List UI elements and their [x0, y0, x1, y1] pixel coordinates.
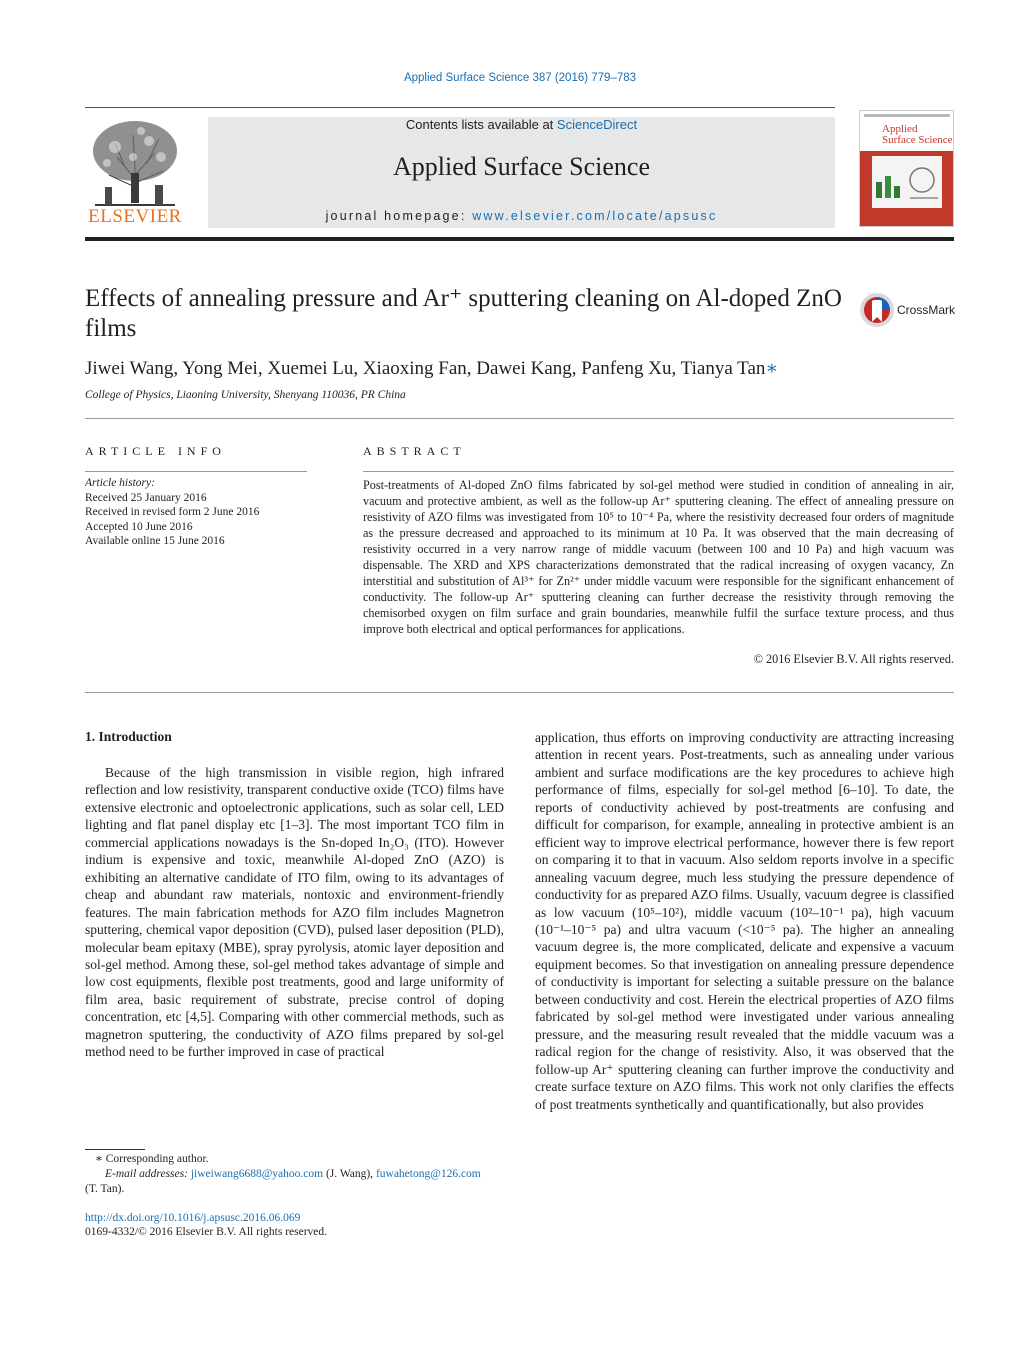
footnote-corresponding-text: Corresponding author. — [102, 1153, 209, 1165]
cover-top-strip — [864, 114, 950, 117]
cover-image — [872, 156, 942, 208]
email-owner-tan: (T. Tan). — [85, 1183, 125, 1195]
abstract-heading: ABSTRACT — [363, 444, 466, 458]
homepage-link[interactable]: www.elsevier.com/locate/apsusc — [472, 209, 718, 223]
footnote-emails — [85, 1167, 504, 1182]
sciencedirect-link[interactable]: ScienceDirect — [556, 117, 638, 132]
affiliation-rule — [85, 418, 954, 419]
contents-prefix: Contents lists available at — [405, 117, 557, 132]
cover-figure-icon — [872, 156, 942, 208]
email-label: E-mail addresses: — [105, 1168, 191, 1180]
email-link-wang[interactable]: jiweiwang6688@yahoo.com — [190, 1168, 324, 1180]
article-info-heading: ARTICLE INFO — [85, 444, 226, 458]
email-owner-wang: (J. Wang), — [323, 1168, 376, 1180]
journal-citation[interactable]: Applied Surface Science 387 (2016) 779–783 — [403, 72, 637, 84]
history-revised: Received in revised form 2 June 2016 — [85, 506, 260, 518]
homepage-line — [208, 209, 835, 223]
affiliation: College of Physics, Liaoning University, Shenyang 110036, PR China — [85, 389, 406, 401]
journal-title: Applied Surface Science — [392, 152, 650, 181]
article-history — [85, 476, 307, 549]
abstract-rule — [363, 471, 954, 472]
footnote-corresponding — [85, 1152, 504, 1167]
header-thick-rule — [85, 237, 954, 241]
section-heading-introduction: 1. Introduction — [85, 729, 172, 744]
body-left-column: Because of the high transmission in visible region, high infrared reflection and low resistivity, transparent conductive oxide (TCO) films have extensive electronic and optoelectronic applications, such as solar cell, LED lighting and flat panel display etc [1–3]. The most important TCO film in commercial applications nowadays is the Sn-doped In₂O₃ (ITO). However indium is expensive and toxic, meanwhile Al-doped ZnO (AZO) is exhibiting an alternative candidate of ITO film, owing to its advantages of cheap and abundant raw materials, nontoxic and environment-friendly features. The main fabrication methods for AZO film includes Magnetron sputtering, chemical vapor deposition (CVD), pulsed laser deposition (PLD), molecular beam epitaxy (MBE), spray pyrolysis, atomic layer deposition and sol-gel method. Among these, sol-gel method takes advantage of simple and low cost equipments, flexible post treatments, good and large uniformity of film area, basic requirement of substrate, precise control of doping concentration, etc [4,5]. Comparing with other commercial methods, such as magnetron sputtering, the conductivity of AZO films prepared by sol-gel method need to be further improved in case of practical — [85, 765, 504, 1060]
article-title: Effects of annealing pressure and Ar⁺ sputtering cleaning on Al-doped ZnO films — [85, 285, 842, 342]
crossmark-label[interactable]: CrossMark — [897, 303, 956, 317]
footnote — [85, 1152, 504, 1197]
abstract-copyright: © 2016 Elsevier B.V. All rights reserved. — [753, 652, 954, 666]
abstract-text: Post-treatments of Al-doped ZnO films fabricated by sol-gel method were studied in condition of annealing in air, vacuum and protective ambient, as well as the follow-up Ar⁺ sputtering cleaning. The effect of annealing pressure on resistivity of AZO films was investigated from 10⁵ to 10⁻⁴ Pa, where the resistivity decreased four orders of magnitude as the pressure decreased and approached to its minimum at 10 Pa. It was observed that the main decreasing of resistivity occurred in a very narrow range of middle vacuum (between 100 and 10 Pa) and high vacuum was dispensable. The XRD and XPS characterizations demonstrated that the radical increasing of oxygen vacancy, Zn interstitial and substitution of Al³⁺ for Zn²⁺ under middle vacuum were responsible for the significant enhancement of conductivity. The follow-up Ar⁺ sputtering cleaning can further decrease the resistivity through removing the chemisorbed oxygen on film surface and grain boundaries, meanwhile fulfil the surface texture process, and thus improve both electrical and optical performances for applications. — [363, 478, 954, 636]
article-info-rule — [85, 471, 307, 472]
authors-text: Jiwei Wang, Yong Mei, Xuemei Lu, Xiaoxing Fan, Dawei Kang, Panfeng Xu, Tianya Tan — [85, 358, 766, 379]
history-accepted: Accepted 10 June 2016 — [85, 520, 193, 533]
issn-line: 0169-4332/© 2016 Elsevier B.V. All rights reserved. — [85, 1226, 328, 1238]
doi-link[interactable]: http://dx.doi.org/10.1016/j.apsusc.2016.06.069 — [85, 1212, 301, 1224]
email-link-tan[interactable]: fuwahetong@126.com — [375, 1168, 481, 1180]
elsevier-wordmark: ELSEVIER — [88, 206, 182, 227]
history-received: Received 25 January 2016 — [85, 491, 207, 504]
footnote-star: ∗ — [95, 1153, 103, 1165]
homepage-prefix: journal homepage: — [325, 209, 473, 223]
cover-title: Applied Surface Science — [882, 123, 953, 146]
history-label: Article history: — [85, 477, 155, 489]
footnote-rule — [85, 1149, 145, 1150]
masthead-rule — [85, 107, 835, 108]
author-list — [85, 357, 954, 381]
corresponding-author-mark[interactable]: ∗ — [765, 358, 779, 379]
abstract-end-rule — [85, 692, 954, 693]
contents-line — [208, 117, 835, 132]
journal-cover-thumbnail — [859, 110, 954, 227]
history-online: Available online 15 June 2016 — [85, 535, 225, 547]
body-right-column: application, thus efforts on improving conductivity are attracting increasing attention in recent years. Post-treatments, such as annealing under various ambient and surface modifications are the key procedures to achieve high performance of films, especially for sol-gel method [6–10]. To date, the reports of conductivity achieved by post-treatments are confusing and difficult for comparison, for example, annealing in protective ambient is an efficient way to improve electrical performance, however there is few report on comparing it to that in vacuum. Also seldom reports involve in a specific annealing vacuum degree, much less studying the pressure dependence of conductivity for as prepared AZO films. Usually, vacuum degree is classified as low vacuum (10⁵–10²), middle vacuum (10²–10⁻¹ pa), high vacuum (10⁻¹–10⁻⁵ pa) and ultra vacuum (<10⁻⁵ pa). The higher an annealing vacuum degree is, the more complicated, delicate and expensive a vacuum equipment becomes. So that investigation on annealing pressure dependence of conductivity is important for selecting a suitable pressure on the balance between conductivity and cost. Herein the electrical properties of AZO films fabricated by sol-gel method were investigated under various annealing pressure, and the measuring result revealed that the middle vacuum was a radical region for the change of resistivity. Also, it was observed that the follow-up Ar⁺ sputtering cleaning can further improve the conductivity and create surface texture on AZO films. This work not only clarifies the effects of post treatments synthetically and quantificationally, but also provides — [535, 730, 954, 1112]
